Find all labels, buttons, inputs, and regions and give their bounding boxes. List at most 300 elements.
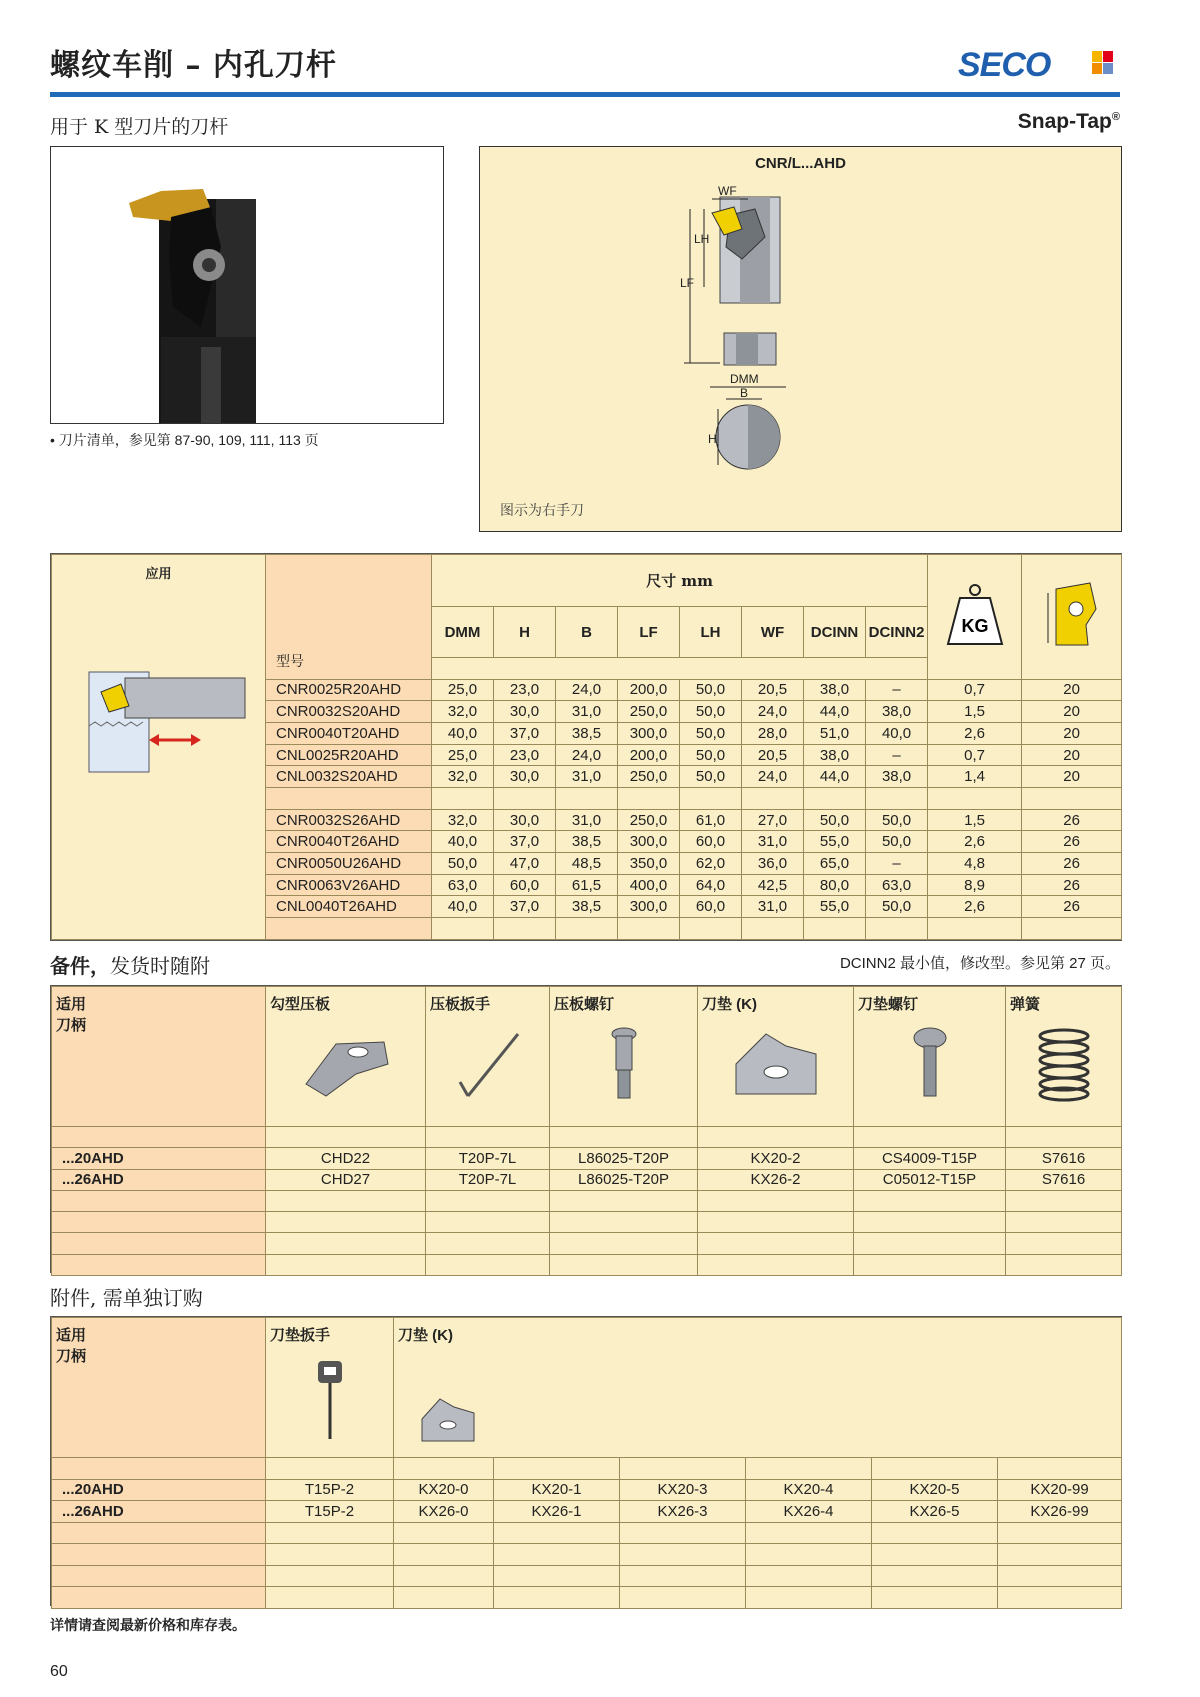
dimension-diagram bbox=[479, 146, 1122, 532]
empty-cell bbox=[620, 1544, 746, 1566]
empty-cell bbox=[52, 1127, 266, 1148]
part-cell: KX20-4 bbox=[746, 1479, 872, 1501]
part-cell: T15P-2 bbox=[266, 1501, 394, 1523]
empty-cell bbox=[698, 1233, 854, 1254]
value-cell: 42,5 bbox=[742, 874, 804, 896]
application-icon bbox=[69, 662, 249, 782]
spare-header-spring bbox=[1006, 987, 1122, 1127]
value-cell: 51,0 bbox=[804, 722, 866, 744]
acc-header-shim bbox=[394, 1318, 1122, 1458]
empty-cell bbox=[698, 1254, 854, 1275]
part-cell: C05012-T15P bbox=[854, 1169, 1006, 1190]
empty-cell bbox=[52, 1544, 266, 1566]
value-cell: 30,0 bbox=[494, 809, 556, 831]
value-cell: 0,7 bbox=[928, 744, 1022, 766]
value-cell: 37,0 bbox=[494, 831, 556, 853]
clamp-icon bbox=[296, 1024, 396, 1104]
empty-cell bbox=[550, 1127, 698, 1148]
blank-row bbox=[52, 1212, 1122, 1233]
blank-row bbox=[52, 1458, 1122, 1480]
dcinn-note: DCINN2 最小值，修改型。参见第 27 页。 bbox=[839, 955, 1120, 972]
value-cell: 20 bbox=[1022, 679, 1122, 701]
empty-cell bbox=[432, 788, 494, 810]
column-header-h: H bbox=[494, 607, 556, 657]
empty-cell bbox=[266, 1127, 426, 1148]
holder-cell: ...26AHD bbox=[52, 1501, 266, 1523]
empty-cell bbox=[266, 1190, 426, 1211]
page-number: 60 bbox=[50, 1663, 68, 1680]
shim-screw-icon bbox=[900, 1024, 960, 1104]
value-cell: 2,6 bbox=[928, 896, 1022, 918]
empty-cell bbox=[266, 1458, 394, 1480]
value-cell: 4,8 bbox=[928, 853, 1022, 875]
value-cell: 38,5 bbox=[556, 831, 618, 853]
insert-size-header bbox=[1022, 555, 1122, 680]
holder-cell: ...26AHD bbox=[52, 1169, 266, 1190]
empty-cell bbox=[52, 1254, 266, 1275]
application-cell bbox=[52, 555, 266, 940]
empty-cell bbox=[1006, 1212, 1122, 1233]
logo-text: SECO bbox=[958, 46, 1051, 84]
value-cell: 40,0 bbox=[432, 722, 494, 744]
value-cell: 65,0 bbox=[804, 853, 866, 875]
empty-cell bbox=[872, 1544, 998, 1566]
empty-cell bbox=[266, 1544, 394, 1566]
empty-cell bbox=[1006, 1233, 1122, 1254]
diagram-title: CNR/L...AHD bbox=[755, 155, 846, 172]
blank-row bbox=[52, 1254, 1122, 1275]
value-cell: 55,0 bbox=[804, 896, 866, 918]
value-cell: 20 bbox=[1022, 766, 1122, 788]
brand-mark: ® bbox=[1111, 111, 1120, 123]
blank-row bbox=[52, 1544, 1122, 1566]
spare-header-key-text: 压板扳手 bbox=[430, 996, 491, 1013]
weight-icon bbox=[946, 582, 1004, 648]
empty-cell bbox=[266, 1565, 394, 1587]
empty-cell bbox=[746, 1522, 872, 1544]
model-cell: CNR0032S20AHD bbox=[266, 701, 432, 723]
dimension-header: 尺寸 mm bbox=[432, 555, 928, 607]
empty-cell bbox=[1006, 1190, 1122, 1211]
value-cell: 24,0 bbox=[742, 766, 804, 788]
empty-cell bbox=[556, 918, 618, 940]
table-row bbox=[52, 1479, 1122, 1501]
part-cell: KX26-99 bbox=[998, 1501, 1122, 1523]
accessories-table bbox=[50, 1316, 1122, 1606]
value-cell: 20,5 bbox=[742, 679, 804, 701]
acc-header-key bbox=[266, 1318, 394, 1458]
column-header-lf: LF bbox=[618, 607, 680, 657]
part-cell: KX26-2 bbox=[698, 1169, 854, 1190]
model-cell: CNL0032S20AHD bbox=[266, 766, 432, 788]
subtitle: 用于 K 型刀片的刀杆 bbox=[50, 116, 229, 138]
empty-cell bbox=[998, 1458, 1122, 1480]
empty-cell bbox=[394, 1458, 494, 1480]
empty-cell bbox=[746, 1544, 872, 1566]
value-cell: 63,0 bbox=[432, 874, 494, 896]
empty-cell bbox=[266, 1522, 394, 1544]
value-cell: 30,0 bbox=[494, 701, 556, 723]
model-cell: CNR0063V26AHD bbox=[266, 874, 432, 896]
model-header: 型号 bbox=[266, 555, 432, 680]
empty-cell bbox=[266, 1587, 394, 1609]
value-cell: 1,4 bbox=[928, 766, 1022, 788]
empty-cell bbox=[52, 1458, 266, 1480]
empty-cell bbox=[394, 1522, 494, 1544]
value-cell: 50,0 bbox=[432, 853, 494, 875]
value-cell: 300,0 bbox=[618, 896, 680, 918]
empty-cell bbox=[680, 918, 742, 940]
empty-cell bbox=[746, 1458, 872, 1480]
blank-row bbox=[52, 1522, 1122, 1544]
label-lf: LF bbox=[680, 276, 695, 290]
value-cell: 50,0 bbox=[866, 809, 928, 831]
shim-icon bbox=[726, 1024, 826, 1104]
part-cell: KX26-0 bbox=[394, 1501, 494, 1523]
shim-key-icon bbox=[310, 1355, 350, 1445]
table-row bbox=[52, 1148, 1122, 1169]
value-cell: 38,0 bbox=[866, 766, 928, 788]
empty-cell bbox=[266, 788, 432, 810]
label-h: H bbox=[708, 432, 717, 446]
model-cell: CNL0040T26AHD bbox=[266, 896, 432, 918]
value-cell: 31,0 bbox=[556, 766, 618, 788]
model-cell: CNR0050U26AHD bbox=[266, 853, 432, 875]
empty-cell bbox=[550, 1190, 698, 1211]
insert-note: • 刀片清单，参见第 87-90, 109, 111, 113 页 bbox=[50, 432, 319, 448]
empty-cell bbox=[426, 1127, 550, 1148]
column-header-dcinn2: DCINN2 bbox=[866, 607, 928, 657]
value-cell: 30,0 bbox=[494, 766, 556, 788]
value-cell: 26 bbox=[1022, 853, 1122, 875]
part-cell: S7616 bbox=[1006, 1169, 1122, 1190]
empty-cell bbox=[1006, 1254, 1122, 1275]
empty-cell bbox=[266, 1233, 426, 1254]
empty-cell bbox=[872, 1522, 998, 1544]
spare-header-shim-text: 刀垫 (K) bbox=[702, 996, 757, 1013]
spare-header-holder-text: 适用 刀柄 bbox=[56, 996, 87, 1034]
empty-cell bbox=[998, 1522, 1122, 1544]
empty-cell bbox=[394, 1565, 494, 1587]
acc-header-shim-text: 刀垫 (K) bbox=[398, 1327, 453, 1344]
holder-cell: ...20AHD bbox=[52, 1148, 266, 1169]
empty-cell bbox=[52, 1190, 266, 1211]
empty-cell bbox=[742, 918, 804, 940]
value-cell: 25,0 bbox=[432, 744, 494, 766]
part-cell: KX20-1 bbox=[494, 1479, 620, 1501]
value-cell: 48,5 bbox=[556, 853, 618, 875]
value-cell: 32,0 bbox=[432, 809, 494, 831]
empty-cell bbox=[854, 1190, 1006, 1211]
empty-cell bbox=[866, 918, 928, 940]
value-cell: 26 bbox=[1022, 831, 1122, 853]
empty-cell bbox=[854, 1254, 1006, 1275]
value-cell: 40,0 bbox=[432, 896, 494, 918]
part-cell: S7616 bbox=[1006, 1148, 1122, 1169]
empty-cell bbox=[746, 1565, 872, 1587]
value-cell: – bbox=[866, 744, 928, 766]
spare-header-holder bbox=[52, 987, 266, 1127]
empty-cell bbox=[426, 1190, 550, 1211]
value-cell: 26 bbox=[1022, 896, 1122, 918]
empty-cell bbox=[426, 1212, 550, 1233]
model-cell: CNL0025R20AHD bbox=[266, 744, 432, 766]
value-cell: 2,6 bbox=[928, 722, 1022, 744]
empty-cell bbox=[998, 1544, 1122, 1566]
part-cell: T20P-7L bbox=[426, 1169, 550, 1190]
empty-cell bbox=[620, 1587, 746, 1609]
value-cell: 31,0 bbox=[556, 701, 618, 723]
value-cell: 32,0 bbox=[432, 766, 494, 788]
acc-header-holder bbox=[52, 1318, 266, 1458]
spare-title-rest: 发货时随附 bbox=[110, 954, 210, 978]
value-cell: 50,0 bbox=[866, 896, 928, 918]
empty-cell bbox=[928, 918, 1022, 940]
spare-parts-table bbox=[50, 985, 1122, 1273]
empty-cell bbox=[494, 788, 556, 810]
column-header-dmm: DMM bbox=[432, 607, 494, 657]
empty-cell bbox=[872, 1458, 998, 1480]
spring-icon bbox=[1029, 1024, 1099, 1104]
blank-row bbox=[52, 1565, 1122, 1587]
spare-header-clamp-screw bbox=[550, 987, 698, 1127]
spare-parts-title bbox=[50, 950, 210, 979]
value-cell: 50,0 bbox=[680, 679, 742, 701]
value-cell: 20 bbox=[1022, 701, 1122, 723]
empty-cell bbox=[266, 1212, 426, 1233]
value-cell: 31,0 bbox=[742, 831, 804, 853]
value-cell: 31,0 bbox=[742, 896, 804, 918]
part-cell: KX26-5 bbox=[872, 1501, 998, 1523]
value-cell: 37,0 bbox=[494, 722, 556, 744]
spare-header-clamp bbox=[266, 987, 426, 1127]
logo-squares-icon bbox=[1092, 51, 1114, 75]
insert-icon bbox=[1042, 579, 1102, 651]
value-cell: 64,0 bbox=[680, 874, 742, 896]
value-cell: 0,7 bbox=[928, 679, 1022, 701]
blank-row bbox=[52, 1233, 1122, 1254]
value-cell: 8,9 bbox=[928, 874, 1022, 896]
value-cell: 55,0 bbox=[804, 831, 866, 853]
empty-cell bbox=[742, 788, 804, 810]
value-cell: 50,0 bbox=[866, 831, 928, 853]
value-cell: 200,0 bbox=[618, 744, 680, 766]
label-wf: WF bbox=[718, 184, 737, 198]
empty-cell bbox=[746, 1587, 872, 1609]
empty-cell bbox=[866, 788, 928, 810]
empty-cell bbox=[1006, 1127, 1122, 1148]
value-cell: 1,5 bbox=[928, 701, 1022, 723]
empty-cell bbox=[550, 1254, 698, 1275]
kg-label: KG bbox=[961, 615, 989, 636]
part-cell: KX20-99 bbox=[998, 1479, 1122, 1501]
value-cell: 24,0 bbox=[556, 744, 618, 766]
empty-cell bbox=[620, 1522, 746, 1544]
empty-cell bbox=[426, 1254, 550, 1275]
value-cell: – bbox=[866, 679, 928, 701]
value-cell: 300,0 bbox=[618, 831, 680, 853]
value-cell: 20 bbox=[1022, 744, 1122, 766]
acc-shim-icon bbox=[418, 1395, 478, 1445]
value-cell: 23,0 bbox=[494, 744, 556, 766]
empty-cell bbox=[620, 1458, 746, 1480]
empty-cell bbox=[550, 1233, 698, 1254]
spare-header-clamp-screw-text: 压板螺钉 bbox=[554, 996, 615, 1013]
value-cell: 38,5 bbox=[556, 896, 618, 918]
empty-cell bbox=[52, 1587, 266, 1609]
part-cell: L86025-T20P bbox=[550, 1169, 698, 1190]
title-rule bbox=[50, 92, 1120, 97]
blank-row bbox=[52, 1190, 1122, 1211]
label-dmm: DMM bbox=[730, 372, 759, 386]
empty-cell bbox=[854, 1127, 1006, 1148]
footer-note: 详情请查阅最新价格和库存表。 bbox=[50, 1618, 246, 1634]
part-cell: KX20-5 bbox=[872, 1479, 998, 1501]
value-cell: 38,0 bbox=[866, 701, 928, 723]
value-cell: 50,0 bbox=[680, 744, 742, 766]
value-cell: 27,0 bbox=[742, 809, 804, 831]
empty-cell bbox=[494, 1522, 620, 1544]
empty-cell bbox=[854, 1233, 1006, 1254]
empty-cell bbox=[52, 1233, 266, 1254]
value-cell: – bbox=[866, 853, 928, 875]
label-lh: LH bbox=[694, 232, 710, 246]
column-header-wf: WF bbox=[742, 607, 804, 657]
spare-header-shim-screw-text: 刀垫螺钉 bbox=[858, 996, 919, 1013]
application-header: 应用 bbox=[145, 567, 172, 582]
value-cell: 20 bbox=[1022, 722, 1122, 744]
empty-cell bbox=[494, 1458, 620, 1480]
empty-cell bbox=[52, 1565, 266, 1587]
empty-cell bbox=[698, 1127, 854, 1148]
value-cell: 250,0 bbox=[618, 701, 680, 723]
value-cell: 60,0 bbox=[494, 874, 556, 896]
part-cell: KX26-1 bbox=[494, 1501, 620, 1523]
model-cell: CNR0025R20AHD bbox=[266, 679, 432, 701]
page-title: 螺纹车削 – 内孔刀杆 bbox=[50, 48, 337, 83]
value-cell: 50,0 bbox=[680, 701, 742, 723]
empty-cell bbox=[1022, 788, 1122, 810]
part-cell: CHD27 bbox=[266, 1169, 426, 1190]
empty-cell bbox=[394, 1544, 494, 1566]
value-cell: 32,0 bbox=[432, 701, 494, 723]
empty-cell bbox=[52, 1212, 266, 1233]
spare-header-shim bbox=[698, 987, 854, 1127]
tool-photo bbox=[50, 146, 444, 424]
empty-cell bbox=[432, 918, 494, 940]
value-cell: 36,0 bbox=[742, 853, 804, 875]
spare-header-key bbox=[426, 987, 550, 1127]
part-cell: KX20-2 bbox=[698, 1148, 854, 1169]
spare-header-clamp-text: 勾型压板 bbox=[270, 996, 331, 1013]
value-cell: 1,5 bbox=[928, 809, 1022, 831]
value-cell: 61,0 bbox=[680, 809, 742, 831]
empty-cell bbox=[804, 918, 866, 940]
value-cell: 63,0 bbox=[866, 874, 928, 896]
empty-cell bbox=[620, 1565, 746, 1587]
value-cell: 40,0 bbox=[432, 831, 494, 853]
part-cell: CS4009-T15P bbox=[854, 1148, 1006, 1169]
table-row bbox=[52, 1501, 1122, 1523]
empty-cell bbox=[494, 1565, 620, 1587]
value-cell: 44,0 bbox=[804, 701, 866, 723]
value-cell: 26 bbox=[1022, 809, 1122, 831]
model-cell: CNR0040T20AHD bbox=[266, 722, 432, 744]
acc-header-holder-text: 适用 刀柄 bbox=[56, 1327, 87, 1365]
part-cell: KX26-4 bbox=[746, 1501, 872, 1523]
value-cell: 38,0 bbox=[804, 744, 866, 766]
empty-cell bbox=[854, 1212, 1006, 1233]
value-cell: 60,0 bbox=[680, 896, 742, 918]
value-cell: 250,0 bbox=[618, 809, 680, 831]
value-cell: 200,0 bbox=[618, 679, 680, 701]
holder-cell: ...20AHD bbox=[52, 1479, 266, 1501]
empty-cell bbox=[394, 1587, 494, 1609]
empty-cell bbox=[494, 1587, 620, 1609]
empty-cell bbox=[266, 918, 432, 940]
value-cell: 38,5 bbox=[556, 722, 618, 744]
empty-cell bbox=[804, 788, 866, 810]
empty-cell bbox=[426, 1233, 550, 1254]
empty-cell bbox=[52, 1522, 266, 1544]
empty-cell bbox=[556, 788, 618, 810]
model-cell: CNR0040T26AHD bbox=[266, 831, 432, 853]
spacer-cell bbox=[432, 657, 928, 679]
spare-header-spring-text: 弹簧 bbox=[1010, 996, 1041, 1013]
empty-cell bbox=[698, 1190, 854, 1211]
column-header-dcinn: DCINN bbox=[804, 607, 866, 657]
value-cell: 23,0 bbox=[494, 679, 556, 701]
value-cell: 40,0 bbox=[866, 722, 928, 744]
label-b: B bbox=[740, 386, 749, 400]
value-cell: 400,0 bbox=[618, 874, 680, 896]
part-cell: T20P-7L bbox=[426, 1148, 550, 1169]
value-cell: 80,0 bbox=[804, 874, 866, 896]
part-cell: KX20-0 bbox=[394, 1479, 494, 1501]
part-cell: T15P-2 bbox=[266, 1479, 394, 1501]
empty-cell bbox=[680, 788, 742, 810]
screw-icon bbox=[594, 1024, 654, 1104]
part-cell: KX20-3 bbox=[620, 1479, 746, 1501]
column-header-lh: LH bbox=[680, 607, 742, 657]
value-cell: 28,0 bbox=[742, 722, 804, 744]
seco-logo bbox=[958, 46, 1118, 82]
empty-cell bbox=[872, 1587, 998, 1609]
value-cell: 31,0 bbox=[556, 809, 618, 831]
empty-cell bbox=[998, 1587, 1122, 1609]
spare-title-bold: 备件， bbox=[50, 954, 110, 978]
empty-cell bbox=[998, 1565, 1122, 1587]
brand-name: Snap-Tap bbox=[1017, 110, 1112, 133]
value-cell: 62,0 bbox=[680, 853, 742, 875]
value-cell: 300,0 bbox=[618, 722, 680, 744]
value-cell: 50,0 bbox=[680, 722, 742, 744]
wrench-icon bbox=[448, 1024, 528, 1104]
empty-cell bbox=[928, 788, 1022, 810]
empty-cell bbox=[698, 1212, 854, 1233]
value-cell: 350,0 bbox=[618, 853, 680, 875]
spare-header-shim-screw bbox=[854, 987, 1006, 1127]
column-header-b: B bbox=[556, 607, 618, 657]
value-cell: 25,0 bbox=[432, 679, 494, 701]
brand-tag bbox=[1018, 110, 1120, 134]
empty-cell bbox=[266, 1254, 426, 1275]
value-cell: 250,0 bbox=[618, 766, 680, 788]
blank-row bbox=[52, 1127, 1122, 1148]
empty-cell bbox=[618, 788, 680, 810]
value-cell: 37,0 bbox=[494, 896, 556, 918]
value-cell: 26 bbox=[1022, 874, 1122, 896]
